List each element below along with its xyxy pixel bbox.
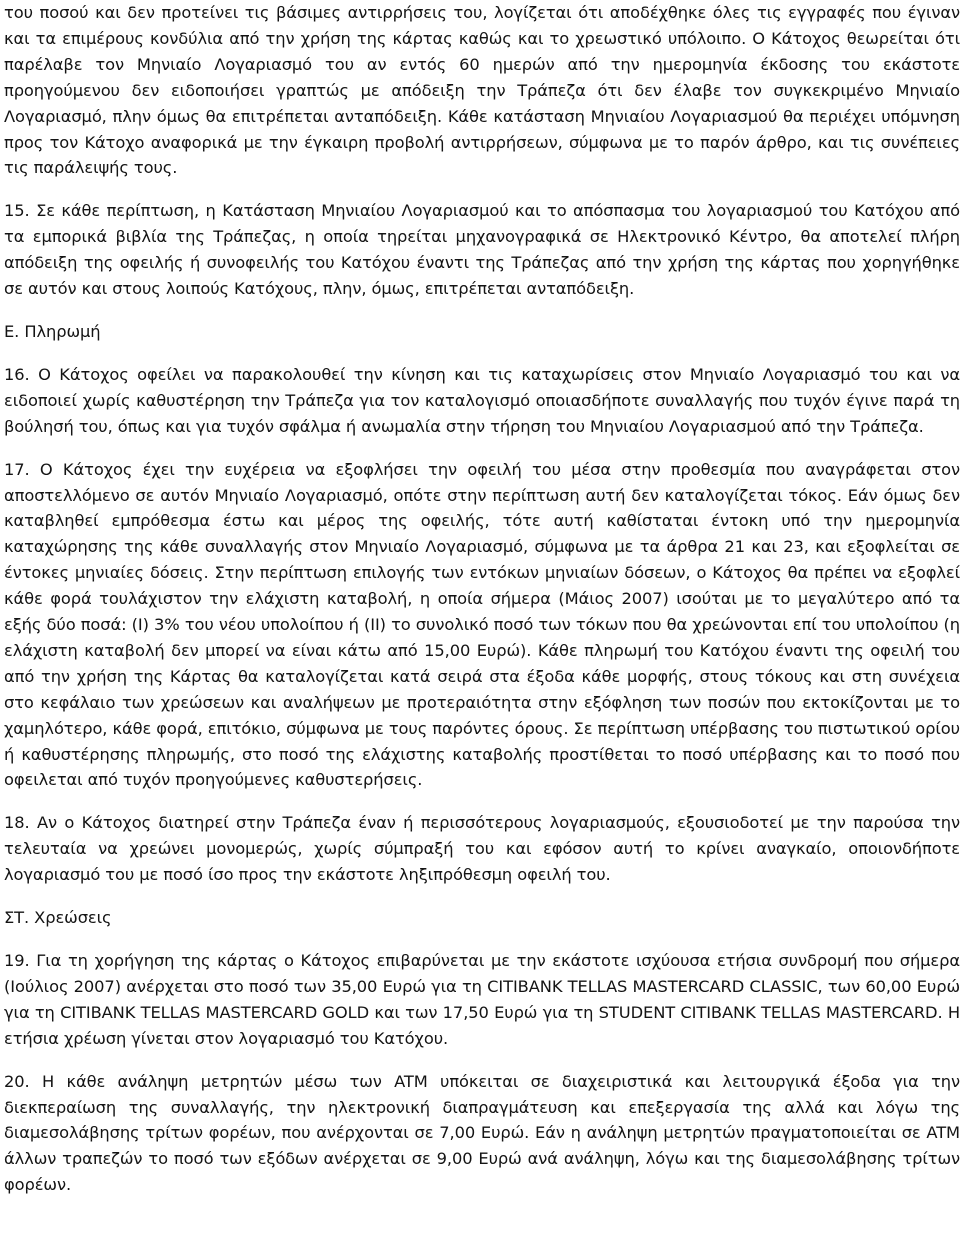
- paragraph-intro: του ποσού και δεν προτείνει τις βάσιμες αντιρρήσεις του, λογίζεται ότι αποδέχθηκε όλες τις εγγραφές που έγιναν και τα επιμέρους κονδύλια από την χρήση της κάρτας καθώς και το χρεωστικό υπόλοιπο. Ο Κάτοχος θεωρείται ότι παρέλαβε τον Μηνιαίο Λογαριασμό του αν εντός 60 ημερών από την ημερομηνία έκδοσης του εκάστοτε προηγούμενου δεν ειδοποιήσει γραπτώς με απόδειξη την Τράπεζα ότι δεν έλαβε τον συγκεκριμένο Μηνιαίο Λογαριασμό, πλην όμως θα επιτρέπεται ανταπόδειξη. Κάθε κατάσταση Μηνιαίου Λογαριασμού θα περιέχει υπόμνηση προς τον Κάτοχο αναφορικά με την έγκαιρη προβολή αντιρρήσεων, σύμφωνα με το παρόν άρθρο, και τις συνέπειες τις παράλειψής τους.: [4, 3, 960, 178]
- spacer: [4, 302, 960, 319]
- spacer: [4, 888, 960, 905]
- paragraph-18: 18. Αν ο Κάτοχος διατηρεί στην Τράπεζα έναν ή περισσότερους λογαριασμούς, εξουσιοδοτεί με την παρούσα την τελευταία να χρεώνει μονομερώς, χωρίς σύμπραξή του και εφόσον αυτή το κρίνει αναγκαίο, οποιονδήποτε λογαριασμό του με ποσό ίσο προς την εκάστοτε ληξιπρόθεσμη οφειλή του.: [4, 813, 960, 885]
- paragraph-19: 19. Για τη χορήγηση της κάρτας ο Κάτοχος επιβαρύνεται με την εκάστοτε ισχύουσα ετήσια συνδρομή που σήμερα (Ιούλιος 2007) ανέρχεται στο ποσό των 35,00 Ευρώ για τη CITIBANK TELLAS MASTERCARD CLASSIC, των 60,00 Ευρώ για τη CITIBANK TELLAS MASTERCARD GOLD και των 17,50 Ευρώ για τη STUDENT CITIBANK TELLAS MASTERCARD. Η ετήσια χρέωση γίνεται στον λογαριασμό του Κατόχου.: [4, 951, 960, 1048]
- section-heading-charges: ΣΤ. Χρεώσεις: [4, 908, 112, 928]
- document-page: [4, 0, 960, 1198]
- spacer: [4, 345, 960, 362]
- spacer: [4, 793, 960, 810]
- section-heading-payment: Ε. Πληρωμή: [4, 321, 101, 341]
- spacer: [4, 931, 960, 948]
- paragraph-16: 16. Ο Κάτοχος οφείλει να παρακολουθεί την κίνηση και τις καταχωρίσεις στον Μηνιαίο Λογαριασμό του και να ειδοποιεί χωρίς καθυστέρηση την Τράπεζα για τον καταλογισμό οποιασδήποτε συναλλαγής που τυχόν έγινε παρά τη βούλησή του, όπως και για τυχόν σφάλμα ή ανωμαλία στην τήρηση του Μηνιαίου Λογαριασμού από την Τράπεζα.: [4, 364, 960, 436]
- paragraph-20: 20. Η κάθε ανάληψη μετρητών μέσω των ATM υπόκειται σε διαχειριστικά και λειτουργικά έξοδα για την διεκπεραίωση της συναλλαγής, την ηλεκτρονική διαπραγμάτευση και επεξεργασία της αλλά και λόγω της διαμεσολάβησης τρίτων φορέων, που ανέρχονται σε 7,00 Ευρώ. Εάν η ανάληψη μετρητών πραγματοποιείται σε ATM άλλων τραπεζών το ποσό των εξόδων ανέρχεται σε 9,00 Ευρώ ανά ανάληψη, λόγω και της διαμεσολάβησης τρίτων φορέων.: [4, 1071, 960, 1195]
- spacer: [4, 1052, 960, 1069]
- spacer: [4, 440, 960, 457]
- paragraph-17: 17. Ο Κάτοχος έχει την ευχέρεια να εξοφλήσει την οφειλή του μέσα στην προθεσμία που αναγράφεται στον αποστελλόμενο σε αυτόν Μηνιαίο Λογαριασμό, οπότε στην περίπτωση αυτή δεν καταλογίζεται τόκος. Εάν όμως δεν καταβληθεί εμπρόθεσμα έστω και μέρος της οφειλής, τότε αυτή καθίσταται έντοκη υπό την ημερομηνία καταχώρησης της κάθε συναλλαγής στον Μηνιαίο Λογαριασμό, σύμφωνα με τα άρθρα 21 και 23, και εξοφλείται σε έντοκες μηνιαίες δόσεις. Στην περίπτωση επιλογής των εντόκων μηνιαίων δόσεων, ο Κάτοχος θα πρέπει να εξοφλεί κάθε φορά τουλάχιστον την ελάχιστη καταβολή, η οποία σήμερα (Μάιος 2007) ισούται με το μεγαλύτερο από τα εξής δύο ποσά: (Ι) 3% του νέου υπολοίπου ή (ΙΙ) το συνολικό ποσό των τόκων που θα χρεώνονται επί του υπολοίπου (η ελάχιστη καταβολή δεν μπορεί να είναι κάτω από 15,00 Ευρώ). Κάθε πληρωμή του Κατόχου έναντι της οφειλή του από την χρήση της Κάρτας θα καταλογίζεται κατά σειρά στα έξοδα κάθε μορφής, στους τόκους και στη συνέχεια στο κεφάλαιο των χρεώσεων και αναλήψεων με προτεραιότητα στην εξόφληση των ποσών που εκτοκίζονται με το χαμηλότερο, κάθε φορά, επιτόκιο, σύμφωνα με τους παρόντες όρους. Σε περίπτωση υπέρβασης του πιστωτικού ορίου ή καθυστέρησης πληρωμής, στο ποσό της ελάχιστης καταβολής προστίθεται το ποσό υπέρβασης και το ποσό που οφειλεται από τυχόν προηγούμενες καθυστερήσεις.: [4, 459, 960, 790]
- paragraph-15: 15. Σε κάθε περίπτωση, η Κατάσταση Μηνιαίου Λογαριασμού και το απόσπασμα του λογαριασμού του Κατόχου από τα εμπορικά βιβλία της Τράπεζας, η οποία τηρείται μηχανογραφικά σε Ηλεκτρονικό Κέντρο, θα αποτελεί πλήρη απόδειξη της οφειλής ή συνοφειλής του Κατόχου έναντι της Τράπεζας από την χρήση της κάρτας που χορηγήθηκε σε αυτόν και στους λοιπούς Κατόχους, πλην, όμως, επιτρέπεται ανταπόδειξη.: [4, 201, 960, 299]
- spacer: [4, 181, 960, 198]
